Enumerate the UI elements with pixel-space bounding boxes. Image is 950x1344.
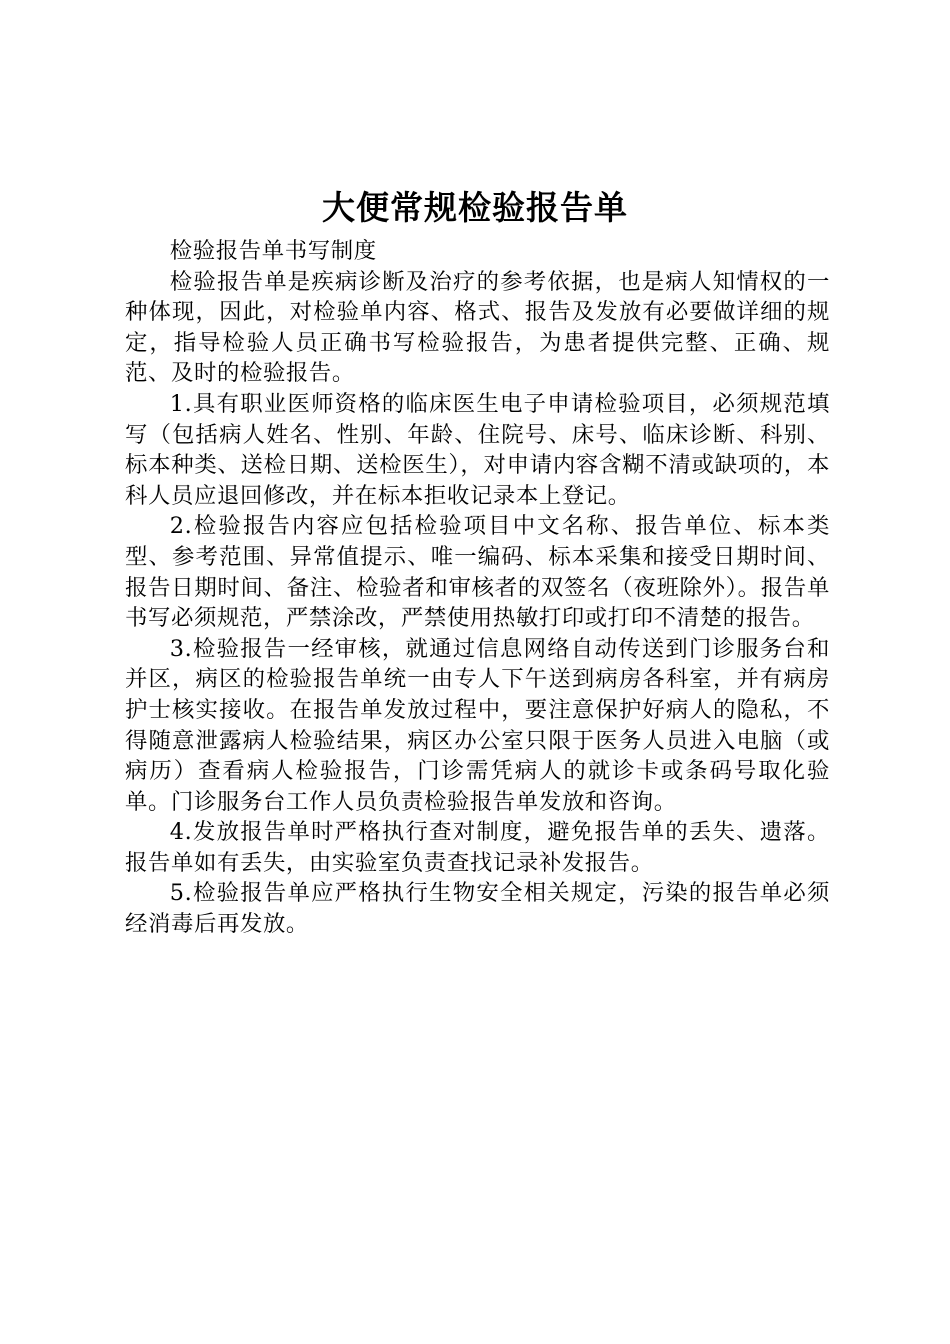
- intro-paragraph: 检验报告单是疾病诊断及治疗的参考依据，也是病人知情权的一种体现，因此，对检验单内容、格式、报告及发放有必要做详细的规定，指导检验人员正确书写检验报告，为患者提供完整、正确、规范、及时的检验报告。: [125, 268, 830, 387]
- rule-paragraph-2: 2.检验报告内容应包括检验项目中文名称、报告单位、标本类型、参考范围、异常值提示、唯一编码、标本采集和接受日期时间、报告日期时间、备注、检验者和审核者的双签名（夜班除外）。报告单书写必须规范，严禁涂改，严禁使用热敏打印或打印不清楚的报告。: [125, 513, 830, 632]
- document-title: 大便常规检验报告单: [322, 188, 628, 227]
- rule-paragraph-4: 4.发放报告单时严格执行查对制度，避免报告单的丢失、遗落。报告单如有丢失，由实验室负责查找记录补发报告。: [125, 819, 830, 876]
- rule-paragraph-1: 1.具有职业医师资格的临床医生电子申请检验项目，必须规范填写（包括病人姓名、性别、年龄、住院号、床号、临床诊断、科别、标本种类、送检日期、送检医生），对申请内容含糊不清或缺项的，本科人员应退回修改，并在标本拒收记录本上登记。: [125, 390, 830, 509]
- rule-paragraph-3: 3.检验报告一经审核，就通过信息网络自动传送到门诊服务台和并区，病区的检验报告单统一由专人下午送到病房各科室，并有病房护士核实接收。在报告单发放过程中，要注意保护好病人的隐私，不得随意泄露病人检验结果，病区办公室只限于医务人员进入电脑（或病历）查看病人检验报告，门诊需凭病人的就诊卡或条码号取化验单。门诊服务台工作人员负责检验报告单发放和咨询。: [125, 635, 830, 815]
- rule-paragraph-5: 5.检验报告单应严格执行生物安全相关规定，污染的报告单必须经消毒后再发放。: [125, 880, 830, 938]
- document-body: [125, 236, 830, 940]
- section-heading: 检验报告单书写制度: [169, 238, 377, 264]
